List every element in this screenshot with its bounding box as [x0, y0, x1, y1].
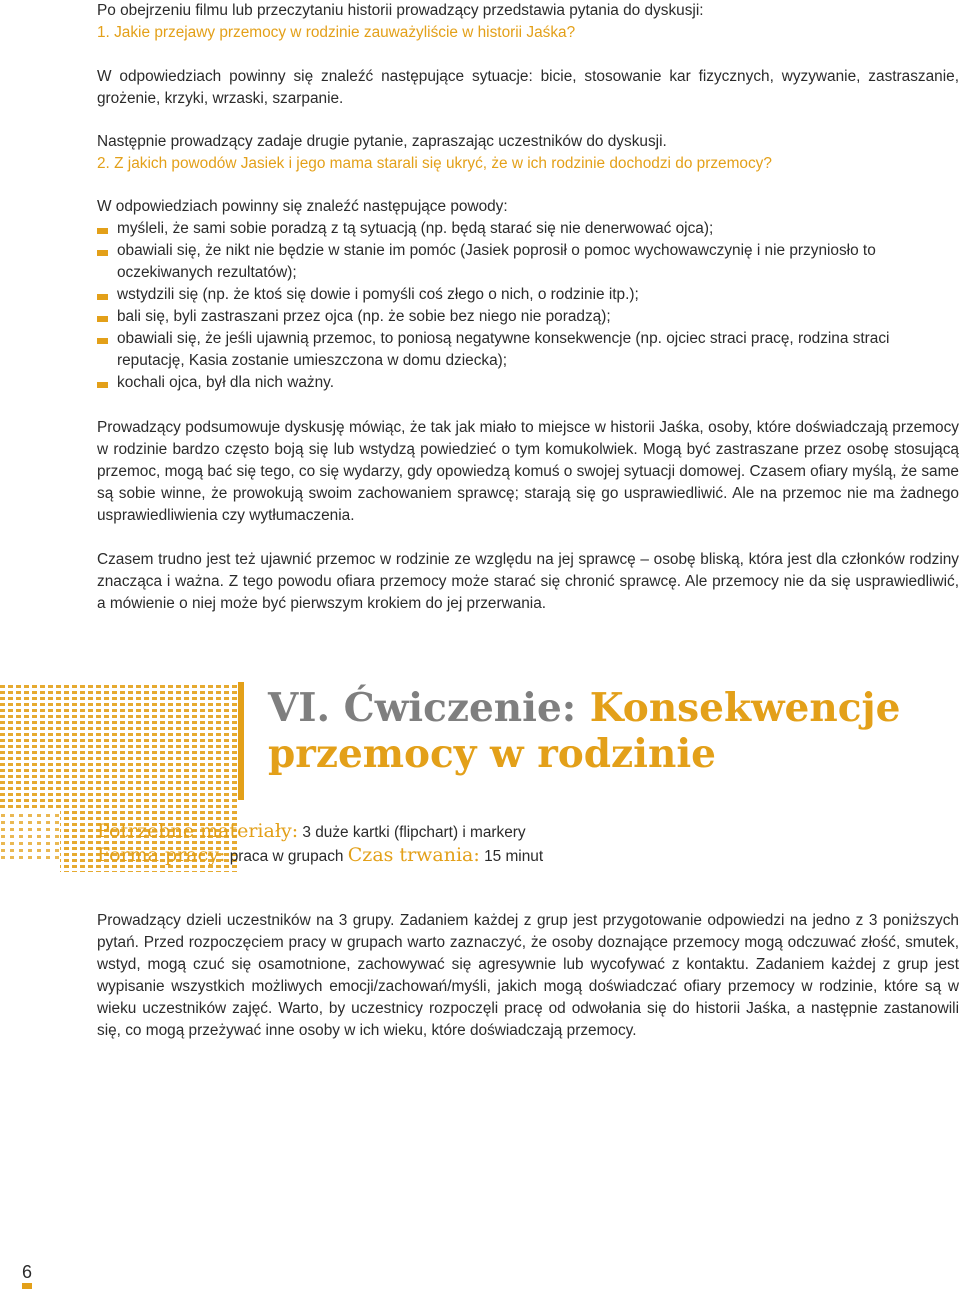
- materials-value: 3 duże kartki (flipchart) i markery: [302, 824, 526, 841]
- section-title: [268, 685, 948, 777]
- closing-paragraph: Czasem trudno jest też ujawnić przemoc w rodzinie ze względu na jej sprawcę – osobę bliską, która jest dla członków rodziny znacząca i ważna. Z tego powodu ofiara przemocy może starać się chronić sprawcę. Ale przemocy nie da się usprawiedliwić, a mówienie o niej może być pierwszym krokiem do jej przerwania.: [97, 551, 959, 612]
- bullet-icon: [97, 316, 108, 322]
- question-2: 2. Z jakich powodów Jasiek i jego mama starali się ukryć, że w ich rodzinie dochodzi do przemocy?: [97, 155, 772, 172]
- form-label: Forma pracy:: [97, 844, 226, 866]
- answer-1: W odpowiedziach powinny się znaleźć następujące sytuacje: bicie, stosowanie kar fizycznych, wyzywanie, zastraszanie, grożenie, krzyki, wrzaski, szarpanie.: [97, 68, 959, 107]
- list-item: obawiali się, że nikt nie będzie w stanie im pomóc (Jasiek poprosił o pomoc wychowawczynię i nie przyniosło to oczekiwanych rezultatów);: [97, 240, 959, 284]
- page-number: 6: [22, 1262, 33, 1282]
- list-item: bali się, byli zastraszani przez ojca (np. że sobie bez niego nie poradzą);: [97, 306, 959, 328]
- list-item: myśleli, że sami sobie poradzą z tą sytuacją (np. będą starać się nie denerwować ojca);: [97, 218, 959, 240]
- form-value: praca w grupach: [229, 848, 344, 865]
- reasons-intro: W odpowiedziach powinny się znaleźć następujące powody:: [97, 198, 508, 215]
- list-item: obawiali się, że jeśli ujawnią przemoc, to poniosą negatywne konsekwencje (np. ojciec straci pracę, rodzina straci reputację, Kasia zostanie umieszczona w domu dziecka);: [97, 328, 959, 372]
- form-time-row: [97, 843, 957, 869]
- time-label: Czas trwania:: [347, 844, 480, 866]
- bullet-icon: [97, 250, 108, 256]
- reasons-list: [97, 218, 959, 394]
- exercise-body: [97, 910, 959, 1042]
- exercise-paragraph: Prowadzący dzieli uczestników na 3 grupy. Zadaniem każdej z grup jest przygotowanie odpowiedzi na jedno z 3 poniższych pytań. Przed rozpoczęciem pracy w grupach warto zaznaczyć, że osoby doznające przemocy mogą odczuwać złość, smutek, wstyd, mogą czuć się osamotnione, zachowywać się agresywnie lub wycofywać z kontaktu. Zadaniem każdej z grup jest wypisanie wszystkich możliwych emocji/zachowań/myśli, jakich mogą doświadczać ofiary przemocy w rodzinie, które są w wieku uczestników zajęć. Warto, by uczestnicy rozpoczęli pracę od odwołania się do historii Jaśka, a następnie zastanowili się, co mogą przeżywać inne osoby w ich wieku, które doświadczają przemocy.: [97, 912, 959, 1039]
- list-item: kochali ojca, był dla nich ważny.: [97, 372, 959, 394]
- bullet-icon: [97, 294, 108, 300]
- summary-paragraph: Prowadzący podsumowuje dyskusję mówiąc, że tak jak miało to miejsce w historii Jaśka, osoby, które doświadczają przemocy w rodzinie bardzo często boją się lub wstydzą powiedzieć o tym komukolwiek. Mogą być zastraszane przez osobę stosującą przemoc, mogą bać się tego, co się wydarzy, gdy opowiedzą komuś o swojej sytuacji domowej. Czasem ofiary myślą, że same są sobie winne, że prowokują swoim zachowaniem sprawcę; starają się go usprawiedliwić. Ale na przemoc nie ma żadnego usprawiedliwienia czy wytłumaczenia.: [97, 419, 959, 524]
- question-1: 1. Jakie przejawy przemocy w rodzinie zauważyliście w historii Jaśka?: [97, 24, 576, 41]
- title-number: VI. Ćwiczenie:: [268, 685, 577, 731]
- bullet-icon: [97, 228, 108, 234]
- materials-label: Potrzebne materiały:: [97, 820, 299, 842]
- discussion-block: [97, 0, 959, 615]
- list-item: wstydzili się (np. że ktoś się dowie i pomyśli coś złego o nich, o rodzinie itp.);: [97, 284, 959, 306]
- bullet-icon: [97, 382, 108, 388]
- time-value: 15 minut: [484, 848, 544, 865]
- title-line-2: przemocy w rodzinie: [268, 731, 716, 777]
- bullet-icon: [97, 338, 108, 344]
- materials-row: [97, 819, 957, 845]
- next-question-intro: Następnie prowadzący zadaje drugie pytanie, zapraszając uczestników do dyskusji.: [97, 133, 667, 150]
- page-number-marker: [22, 1283, 32, 1289]
- title-line-1: Konsekwencje: [589, 685, 901, 731]
- intro-text: Po obejrzeniu filmu lub przeczytaniu historii prowadzący przedstawia pytania do dyskusji:: [97, 2, 704, 19]
